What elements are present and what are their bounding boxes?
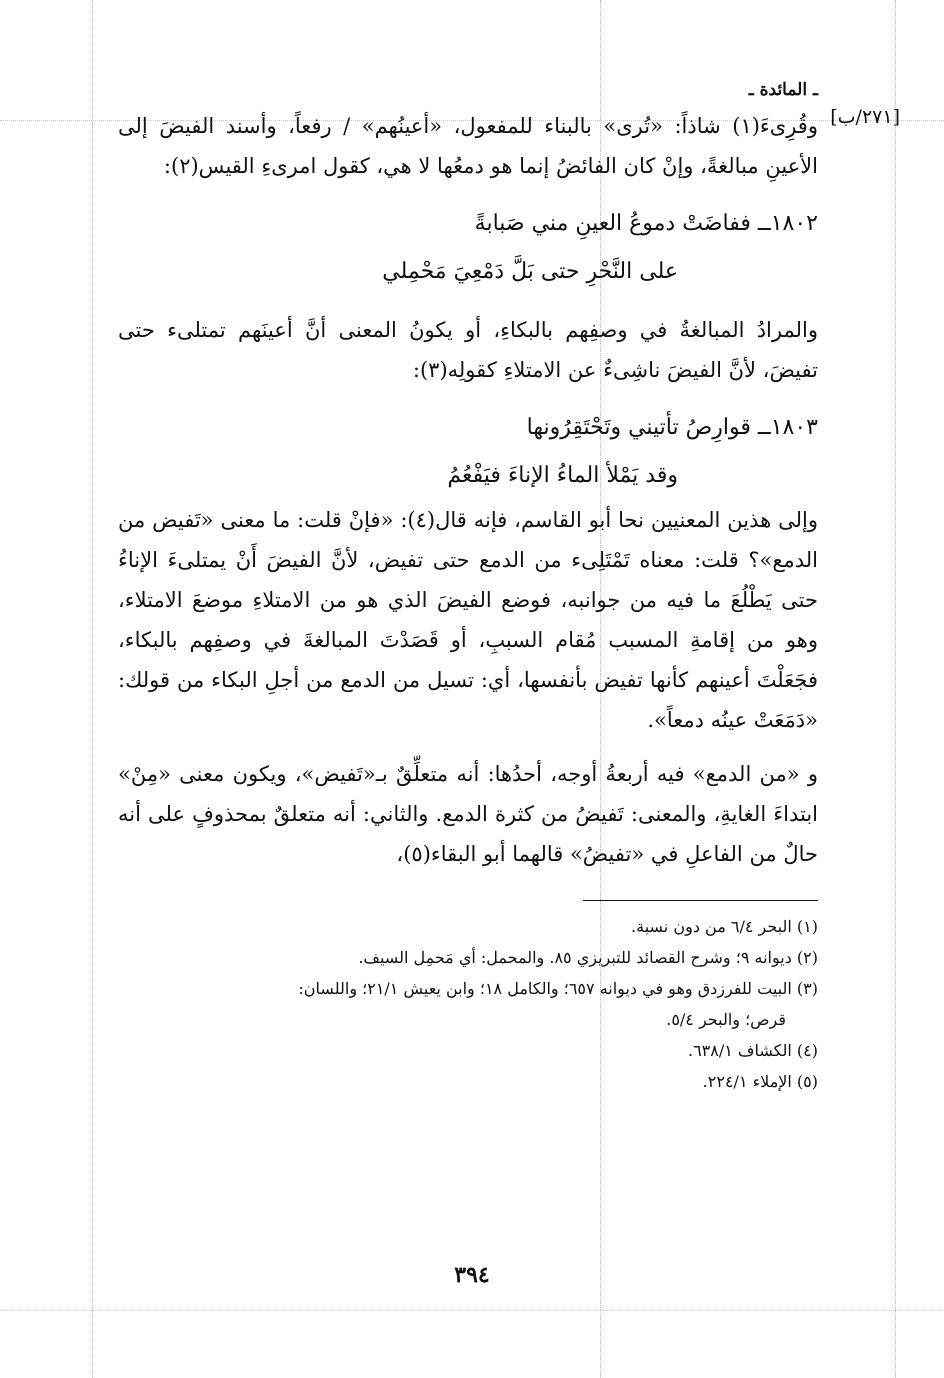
document-page <box>118 80 900 1097</box>
verse-1803-first-half: ١٨٠٣ــ قوارِصُ تأتيني وتَحْتَقِرُونها <box>526 415 818 440</box>
footnote-2: (٢) ديوانه ٩؛ وشرح القصائد للتبريزي ٨٥. والمحمل: أي مَحمِل السيف. <box>358 948 818 967</box>
paragraph-4: و «من الدمع» فيه أربعةُ أوجه، أحدُها: أنه متعلِّقٌ بـ«تَفيض»، ويكون معنى «مِنْ» ابتداءَ الغايةِ، والمعنى: تَفيضُ من كثرة الدمع. والثاني: أنه متعلقٌ بمحذوفٍ على أنه حالٌ من الفاعلِ في «تفيضُ» قالهما أبو البقاء(٥)، <box>118 762 818 866</box>
paragraph-2: والمرادُ المبالغةُ في وصفِهم بالبكاءِ، أو يكونُ المعنى أنَّ أعينَهم تمتلىء حتى تفيضَ، لأنَّ الفيضَ ناشِىءٌ عن الامتلاءِ كقولِه(٣): <box>118 318 818 382</box>
footnote-3: (٣) البيت للفرزدق وهو في ديوانه ٦٥٧؛ والكامل ١٨؛ وابن يعيش ٢١/١؛ واللسان: <box>298 979 818 998</box>
paragraph-3: وإلى هذين المعنيين نحا أبو القاسم، فإنه قال(٤): «فإنْ قلت: ما معنى «تَفيض من الدمع»؟ قلت: معناه تَمْتَلِىء من الدمع حتى تفيض، لأنَّ الفيضَ أَنْ يمتلىءَ الإناءُ حتى يَطْلُعَ ما فيه من جوانبه، فوضع الفيضَ الذي هو من الامتلاءِ موضعَ الامتلاء، وهو من إقامةِ المسبب مُقام السببِ، أو قَصَدْتَ المبالغةَ في وصفِهم بالبكاء، فجَعَلْتَ أعينهم كأنها تفيض بأنفسها، أي: تسيل من الدمع من أجلِ البكاء من قولك: «دَمَعَتْ عينُه دمعاً». <box>118 508 818 732</box>
manuscript-folio-ref: [٢٧١/ب] <box>830 106 900 128</box>
margin-guide <box>92 0 93 1378</box>
running-head: ـ المائدة ـ <box>748 80 818 100</box>
footnote-1: (١) البحر ٦/٤ من دون نسبة. <box>631 917 818 936</box>
margin-guide <box>0 1310 944 1311</box>
margin-guide <box>895 0 896 1378</box>
paragraph-continuation: الأعينِ مبالغةً، وإنْ كان الفائضُ إنما هو دمعُها لا هي، كقول امرىءِ القيس(٢): <box>163 154 818 178</box>
page-number: ٣٩٤ <box>454 1262 490 1288</box>
verse-1803-second-half: وقد يَمْلأ الماءُ الإناءَ فيَفْعُمُ <box>447 463 678 488</box>
verse-1802-second-half: على النَّحْرِ حتى بَلَّ دَمْعِيَ مَحْمِلي <box>382 259 678 284</box>
footnote-4: (٤) الكشاف ٦٣٨/١. <box>687 1041 818 1060</box>
footnote-3-continued: قرص؛ والبحر ٥/٤. <box>666 1010 786 1029</box>
paragraph-1 <box>118 106 900 186</box>
verse-1802-first-half: ١٨٠٢ــ ففاضَتْ دموعُ العينِ مني صَبابةً <box>474 211 818 236</box>
footnote-5: (٥) الإملاء ٢٢٤/١. <box>702 1072 818 1091</box>
paragraph-text <box>118 106 818 186</box>
paragraph-line-1: وقُرِىءَ(١) شاذاً: «تُرى» بالبناء للمفعول، «أعينُهم» / رفعاً، وأسند الفيضَ إلى <box>118 114 818 138</box>
footnote-separator <box>583 900 818 901</box>
